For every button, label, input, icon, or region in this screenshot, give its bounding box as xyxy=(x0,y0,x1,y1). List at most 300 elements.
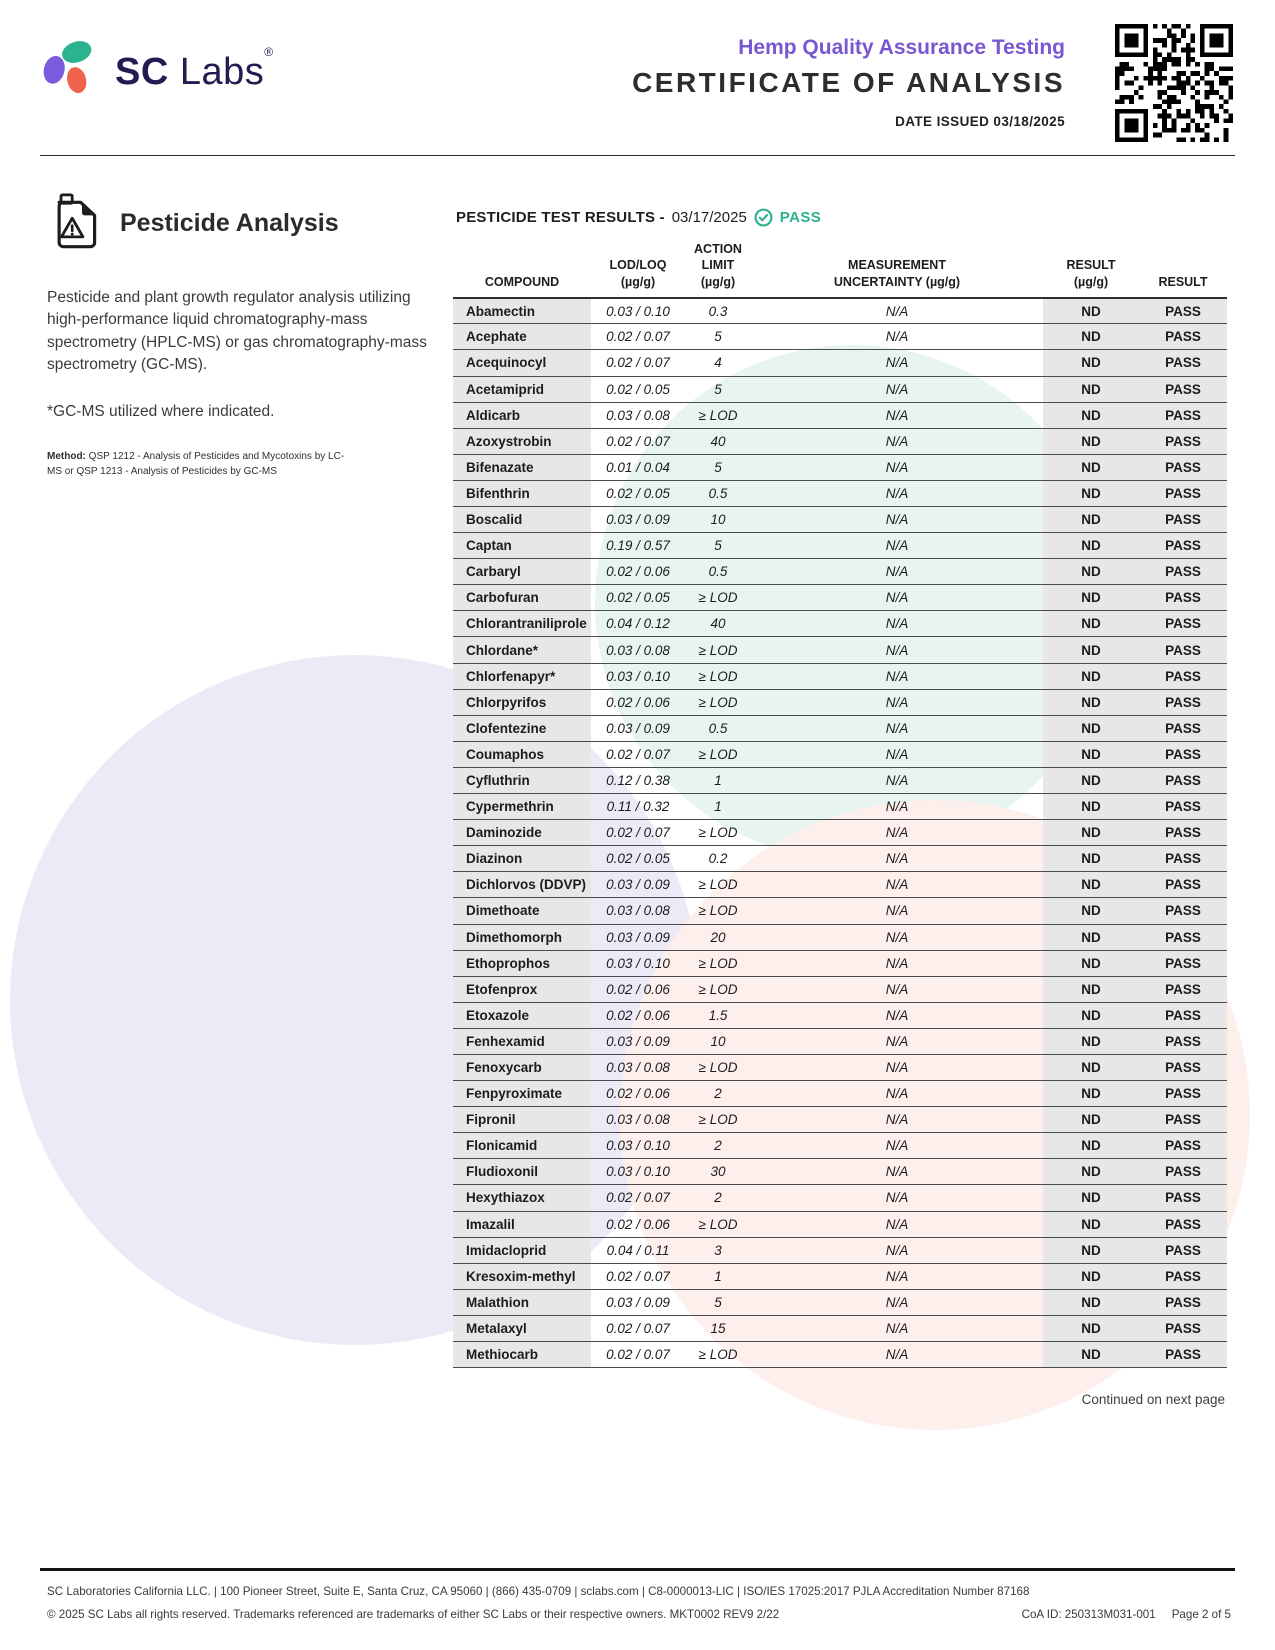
uncertainty-cell: N/A xyxy=(751,1054,1043,1080)
uncertainty-cell: N/A xyxy=(751,1342,1043,1368)
uncertainty-cell: N/A xyxy=(751,846,1043,872)
footer-lab-info: SC Laboratories California LLC. | 100 Pioneer Street, Suite E, Santa Cruz, CA 95060 | (866) 435-0709 | sclabs.com | C8-0000013-LIC | ISO/IES 17025:2017 PJLA Accreditation Number 87168 xyxy=(47,1585,1030,1598)
lod-loq-cell: 0.04 / 0.11 xyxy=(591,1237,685,1263)
action-limit-cell: 4 xyxy=(685,350,751,376)
action-limit-cell: 10 xyxy=(685,1028,751,1054)
lod-loq-cell: 0.01 / 0.04 xyxy=(591,454,685,480)
result-value-cell: ND xyxy=(1043,950,1139,976)
table-row xyxy=(453,507,1227,533)
compound-cell: Captan xyxy=(453,533,591,559)
lod-loq-cell: 0.11 / 0.32 xyxy=(591,794,685,820)
compound-cell: Azoxystrobin xyxy=(453,428,591,454)
action-limit-cell: 10 xyxy=(685,507,751,533)
table-row xyxy=(453,820,1227,846)
result-value-cell: ND xyxy=(1043,872,1139,898)
uncertainty-cell: N/A xyxy=(751,454,1043,480)
status-cell: PASS xyxy=(1139,402,1227,428)
status-cell: PASS xyxy=(1139,1237,1227,1263)
table-row xyxy=(453,715,1227,741)
action-limit-cell: 0.2 xyxy=(685,846,751,872)
compound-cell: Clofentezine xyxy=(453,715,591,741)
section-description: Pesticide and plant growth regulator analysis utilizing high-performance liquid chromatography-mass spectrometry (HPLC-MS) or gas chromatography-mass spectrometry (GC-MS). xyxy=(47,289,427,374)
uncertainty-cell: N/A xyxy=(751,428,1043,454)
action-limit-cell: ≥ LOD xyxy=(685,637,751,663)
status-cell: PASS xyxy=(1139,950,1227,976)
result-value-cell: ND xyxy=(1043,689,1139,715)
table-row xyxy=(453,428,1227,454)
result-value-cell: ND xyxy=(1043,611,1139,637)
uncertainty-cell: N/A xyxy=(751,715,1043,741)
result-value-cell: ND xyxy=(1043,1107,1139,1133)
table-row xyxy=(453,298,1227,324)
table-row xyxy=(453,1054,1227,1080)
table-row xyxy=(453,1028,1227,1054)
result-value-cell: ND xyxy=(1043,350,1139,376)
result-value-cell: ND xyxy=(1043,376,1139,402)
result-value-cell: ND xyxy=(1043,1081,1139,1107)
uncertainty-cell: N/A xyxy=(751,1159,1043,1185)
lod-loq-cell: 0.03 / 0.10 xyxy=(591,1133,685,1159)
table-row xyxy=(453,350,1227,376)
uncertainty-cell: N/A xyxy=(751,480,1043,506)
compound-cell: Dimethoate xyxy=(453,898,591,924)
uncertainty-cell: N/A xyxy=(751,1237,1043,1263)
status-cell: PASS xyxy=(1139,507,1227,533)
result-value-cell: ND xyxy=(1043,1159,1139,1185)
result-value-cell: ND xyxy=(1043,976,1139,1002)
status-cell: PASS xyxy=(1139,533,1227,559)
lod-loq-cell: 0.02 / 0.07 xyxy=(591,1315,685,1341)
action-limit-cell: ≥ LOD xyxy=(685,689,751,715)
gcms-note: *GC-MS utilized where indicated. xyxy=(47,402,275,420)
uncertainty-cell: N/A xyxy=(751,1028,1043,1054)
lod-loq-cell: 0.03 / 0.08 xyxy=(591,637,685,663)
lod-loq-cell: 0.02 / 0.05 xyxy=(591,480,685,506)
compound-cell: Acephate xyxy=(453,324,591,350)
uncertainty-cell: N/A xyxy=(751,820,1043,846)
uncertainty-cell: N/A xyxy=(751,872,1043,898)
compound-cell: Diazinon xyxy=(453,846,591,872)
brand-wordmark: SC Labs® xyxy=(115,45,274,93)
action-limit-cell: ≥ LOD xyxy=(685,1211,751,1237)
lod-loq-cell: 0.03 / 0.08 xyxy=(591,1054,685,1080)
action-limit-cell: ≥ LOD xyxy=(685,663,751,689)
lod-loq-cell: 0.03 / 0.08 xyxy=(591,1107,685,1133)
result-value-cell: ND xyxy=(1043,1263,1139,1289)
table-row xyxy=(453,1211,1227,1237)
uncertainty-cell: N/A xyxy=(751,611,1043,637)
status-cell: PASS xyxy=(1139,1342,1227,1368)
status-cell: PASS xyxy=(1139,428,1227,454)
lod-loq-cell: 0.03 / 0.08 xyxy=(591,898,685,924)
action-limit-cell: 2 xyxy=(685,1185,751,1211)
compound-cell: Chlorpyrifos xyxy=(453,689,591,715)
table-row xyxy=(453,950,1227,976)
result-value-cell: ND xyxy=(1043,402,1139,428)
action-limit-cell: ≥ LOD xyxy=(685,950,751,976)
table-header-row xyxy=(453,241,1227,298)
compound-cell: Fenoxycarb xyxy=(453,1054,591,1080)
uncertainty-cell: N/A xyxy=(751,1289,1043,1315)
compound-cell: Acetamiprid xyxy=(453,376,591,402)
table-row xyxy=(453,1263,1227,1289)
compound-cell: Cyfluthrin xyxy=(453,767,591,793)
lod-loq-cell: 0.02 / 0.06 xyxy=(591,559,685,585)
col-header-lodloq: LOD/LOQ (µg/g) xyxy=(591,241,685,298)
uncertainty-cell: N/A xyxy=(751,533,1043,559)
continued-note: Continued on next page xyxy=(1081,1392,1225,1408)
lod-loq-cell: 0.03 / 0.09 xyxy=(591,1028,685,1054)
action-limit-cell: ≥ LOD xyxy=(685,402,751,428)
uncertainty-cell: N/A xyxy=(751,376,1043,402)
uncertainty-cell: N/A xyxy=(751,689,1043,715)
table-row xyxy=(453,689,1227,715)
table-row xyxy=(453,794,1227,820)
lod-loq-cell: 0.12 / 0.38 xyxy=(591,767,685,793)
lod-loq-cell: 0.02 / 0.07 xyxy=(591,1185,685,1211)
status-cell: PASS xyxy=(1139,976,1227,1002)
result-value-cell: ND xyxy=(1043,1289,1139,1315)
action-limit-cell: 20 xyxy=(685,924,751,950)
table-row xyxy=(453,480,1227,506)
lod-loq-cell: 0.02 / 0.06 xyxy=(591,976,685,1002)
status-cell: PASS xyxy=(1139,898,1227,924)
uncertainty-cell: N/A xyxy=(751,559,1043,585)
table-row xyxy=(453,533,1227,559)
status-cell: PASS xyxy=(1139,794,1227,820)
pesticide-canister-icon xyxy=(47,190,103,257)
footer-divider xyxy=(40,1568,1235,1571)
action-limit-cell: 0.5 xyxy=(685,480,751,506)
compound-cell: Etoxazole xyxy=(453,1002,591,1028)
lod-loq-cell: 0.02 / 0.07 xyxy=(591,1263,685,1289)
status-cell: PASS xyxy=(1139,611,1227,637)
compound-cell: Boscalid xyxy=(453,507,591,533)
table-row xyxy=(453,1133,1227,1159)
compound-cell: Acequinocyl xyxy=(453,350,591,376)
status-cell: PASS xyxy=(1139,1289,1227,1315)
status-cell: PASS xyxy=(1139,1133,1227,1159)
status-cell: PASS xyxy=(1139,637,1227,663)
table-row xyxy=(453,846,1227,872)
status-cell: PASS xyxy=(1139,1211,1227,1237)
result-value-cell: ND xyxy=(1043,1342,1139,1368)
result-value-cell: ND xyxy=(1043,559,1139,585)
lod-loq-cell: 0.02 / 0.06 xyxy=(591,689,685,715)
action-limit-cell: 40 xyxy=(685,611,751,637)
table-row xyxy=(453,976,1227,1002)
uncertainty-cell: N/A xyxy=(751,924,1043,950)
action-limit-cell: 40 xyxy=(685,428,751,454)
action-limit-cell: ≥ LOD xyxy=(685,898,751,924)
result-value-cell: ND xyxy=(1043,663,1139,689)
uncertainty-cell: N/A xyxy=(751,1185,1043,1211)
table-row xyxy=(453,741,1227,767)
result-value-cell: ND xyxy=(1043,1002,1139,1028)
table-row xyxy=(453,585,1227,611)
coa-id: CoA ID: 250313M031-001 xyxy=(1021,1608,1156,1621)
section-title: Pesticide Analysis xyxy=(120,209,339,237)
lod-loq-cell: 0.03 / 0.10 xyxy=(591,663,685,689)
status-cell: PASS xyxy=(1139,1159,1227,1185)
result-value-cell: ND xyxy=(1043,533,1139,559)
uncertainty-cell: N/A xyxy=(751,976,1043,1002)
lod-loq-cell: 0.02 / 0.07 xyxy=(591,324,685,350)
compound-cell: Fenhexamid xyxy=(453,1028,591,1054)
table-row xyxy=(453,898,1227,924)
table-row xyxy=(453,1159,1227,1185)
action-limit-cell: 2 xyxy=(685,1133,751,1159)
table-row xyxy=(453,454,1227,480)
status-cell: PASS xyxy=(1139,1315,1227,1341)
result-value-cell: ND xyxy=(1043,480,1139,506)
table-row xyxy=(453,1002,1227,1028)
uncertainty-cell: N/A xyxy=(751,950,1043,976)
compound-cell: Kresoxim-methyl xyxy=(453,1263,591,1289)
result-value-cell: ND xyxy=(1043,846,1139,872)
result-value-cell: ND xyxy=(1043,924,1139,950)
lod-loq-cell: 0.02 / 0.05 xyxy=(591,585,685,611)
lod-loq-cell: 0.03 / 0.10 xyxy=(591,1159,685,1185)
compound-cell: Ethoprophos xyxy=(453,950,591,976)
uncertainty-cell: N/A xyxy=(751,350,1043,376)
compound-cell: Dimethomorph xyxy=(453,924,591,950)
status-cell: PASS xyxy=(1139,767,1227,793)
uncertainty-cell: N/A xyxy=(751,794,1043,820)
table-row xyxy=(453,1081,1227,1107)
status-cell: PASS xyxy=(1139,1081,1227,1107)
status-cell: PASS xyxy=(1139,1028,1227,1054)
result-value-cell: ND xyxy=(1043,741,1139,767)
uncertainty-cell: N/A xyxy=(751,298,1043,324)
action-limit-cell: 1.5 xyxy=(685,1002,751,1028)
uncertainty-cell: N/A xyxy=(751,767,1043,793)
compound-cell: Chlordane* xyxy=(453,637,591,663)
uncertainty-cell: N/A xyxy=(751,741,1043,767)
compound-cell: Fipronil xyxy=(453,1107,591,1133)
result-value-cell: ND xyxy=(1043,820,1139,846)
status-cell: PASS xyxy=(1139,741,1227,767)
result-value-cell: ND xyxy=(1043,898,1139,924)
compound-cell: Cypermethrin xyxy=(453,794,591,820)
action-limit-cell: ≥ LOD xyxy=(685,1342,751,1368)
action-limit-cell: 5 xyxy=(685,533,751,559)
compound-cell: Daminozide xyxy=(453,820,591,846)
lod-loq-cell: 0.02 / 0.05 xyxy=(591,846,685,872)
compound-cell: Malathion xyxy=(453,1289,591,1315)
lod-loq-cell: 0.03 / 0.09 xyxy=(591,507,685,533)
action-limit-cell: 2 xyxy=(685,1081,751,1107)
action-limit-cell: 5 xyxy=(685,1289,751,1315)
compound-cell: Hexythiazox xyxy=(453,1185,591,1211)
col-header-result: RESULT xyxy=(1139,241,1227,298)
table-row xyxy=(453,402,1227,428)
lod-loq-cell: 0.02 / 0.05 xyxy=(591,376,685,402)
compound-cell: Chlorantraniliprole xyxy=(453,611,591,637)
status-cell: PASS xyxy=(1139,454,1227,480)
action-limit-cell: ≥ LOD xyxy=(685,1107,751,1133)
action-limit-cell: 5 xyxy=(685,454,751,480)
action-limit-cell: ≥ LOD xyxy=(685,872,751,898)
date-issued: DATE ISSUED 03/18/2025 xyxy=(895,114,1065,129)
compound-cell: Chlorfenapyr* xyxy=(453,663,591,689)
table-row xyxy=(453,1107,1227,1133)
compound-cell: Abamectin xyxy=(453,298,591,324)
result-value-cell: ND xyxy=(1043,1237,1139,1263)
lod-loq-cell: 0.02 / 0.07 xyxy=(591,428,685,454)
result-value-cell: ND xyxy=(1043,454,1139,480)
lod-loq-cell: 0.02 / 0.07 xyxy=(591,350,685,376)
table-row xyxy=(453,1342,1227,1368)
pesticide-results-table xyxy=(453,241,1227,1368)
uncertainty-cell: N/A xyxy=(751,402,1043,428)
status-cell: PASS xyxy=(1139,1185,1227,1211)
status-cell: PASS xyxy=(1139,715,1227,741)
table-row xyxy=(453,872,1227,898)
action-limit-cell: ≥ LOD xyxy=(685,1054,751,1080)
page-number: Page 2 of 5 xyxy=(1171,1608,1231,1621)
table-row xyxy=(453,1315,1227,1341)
qr-code xyxy=(1115,24,1233,142)
action-limit-cell: 1 xyxy=(685,767,751,793)
uncertainty-cell: N/A xyxy=(751,1081,1043,1107)
status-cell: PASS xyxy=(1139,480,1227,506)
uncertainty-cell: N/A xyxy=(751,1107,1043,1133)
table-row xyxy=(453,324,1227,350)
results-title: PESTICIDE TEST RESULTS - xyxy=(456,209,665,226)
status-cell: PASS xyxy=(1139,585,1227,611)
sc-labs-logo xyxy=(42,38,274,101)
table-row xyxy=(453,1185,1227,1211)
uncertainty-cell: N/A xyxy=(751,663,1043,689)
lod-loq-cell: 0.03 / 0.09 xyxy=(591,924,685,950)
status-cell: PASS xyxy=(1139,663,1227,689)
uncertainty-cell: N/A xyxy=(751,1315,1043,1341)
uncertainty-cell: N/A xyxy=(751,1002,1043,1028)
footer-copyright: © 2025 SC Labs all rights reserved. Trademarks referenced are trademarks of either SC Labs or their respective owners. MKT0002 REV9 2/22 xyxy=(47,1608,780,1621)
table-row xyxy=(453,376,1227,402)
compound-cell: Carbofuran xyxy=(453,585,591,611)
result-value-cell: ND xyxy=(1043,1185,1139,1211)
lod-loq-cell: 0.04 / 0.12 xyxy=(591,611,685,637)
lod-loq-cell: 0.02 / 0.07 xyxy=(591,741,685,767)
lod-loq-cell: 0.03 / 0.09 xyxy=(591,715,685,741)
result-value-cell: ND xyxy=(1043,585,1139,611)
compound-cell: Coumaphos xyxy=(453,741,591,767)
action-limit-cell: 0.5 xyxy=(685,715,751,741)
compound-cell: Carbaryl xyxy=(453,559,591,585)
lod-loq-cell: 0.02 / 0.06 xyxy=(591,1081,685,1107)
result-value-cell: ND xyxy=(1043,1315,1139,1341)
compound-cell: Aldicarb xyxy=(453,402,591,428)
action-limit-cell: 1 xyxy=(685,794,751,820)
status-cell: PASS xyxy=(1139,872,1227,898)
result-value-cell: ND xyxy=(1043,1133,1139,1159)
status-cell: PASS xyxy=(1139,1054,1227,1080)
uncertainty-cell: N/A xyxy=(751,1211,1043,1237)
compound-cell: Fludioxonil xyxy=(453,1159,591,1185)
status-cell: PASS xyxy=(1139,298,1227,324)
status-cell: PASS xyxy=(1139,924,1227,950)
status-cell: PASS xyxy=(1139,846,1227,872)
result-value-cell: ND xyxy=(1043,298,1139,324)
action-limit-cell: 3 xyxy=(685,1237,751,1263)
status-cell: PASS xyxy=(1139,376,1227,402)
result-value-cell: ND xyxy=(1043,507,1139,533)
compound-cell: Methiocarb xyxy=(453,1342,591,1368)
status-cell: PASS xyxy=(1139,689,1227,715)
action-limit-cell: 30 xyxy=(685,1159,751,1185)
table-row xyxy=(453,611,1227,637)
action-limit-cell: ≥ LOD xyxy=(685,820,751,846)
action-limit-cell: 0.3 xyxy=(685,298,751,324)
col-header-compound: COMPOUND xyxy=(453,241,591,298)
compound-cell: Dichlorvos (DDVP) xyxy=(453,872,591,898)
action-limit-cell: ≥ LOD xyxy=(685,741,751,767)
lod-loq-cell: 0.03 / 0.10 xyxy=(591,298,685,324)
action-limit-cell: 5 xyxy=(685,324,751,350)
status-cell: PASS xyxy=(1139,1002,1227,1028)
method-note: Method: QSP 1212 - Analysis of Pesticides and Mycotoxins by LC-MS or QSP 1213 - Analysis of Pesticides by GC-MS xyxy=(47,450,345,478)
status-cell: PASS xyxy=(1139,324,1227,350)
registered-mark: ® xyxy=(264,45,274,59)
table-row xyxy=(453,663,1227,689)
compound-cell: Bifenthrin xyxy=(453,480,591,506)
compound-cell: Bifenazate xyxy=(453,454,591,480)
table-row xyxy=(453,559,1227,585)
result-value-cell: ND xyxy=(1043,715,1139,741)
result-value-cell: ND xyxy=(1043,324,1139,350)
lod-loq-cell: 0.03 / 0.08 xyxy=(591,402,685,428)
lod-loq-cell: 0.19 / 0.57 xyxy=(591,533,685,559)
table-row xyxy=(453,924,1227,950)
compound-cell: Fenpyroximate xyxy=(453,1081,591,1107)
action-limit-cell: 5 xyxy=(685,376,751,402)
results-date: 03/17/2025 xyxy=(671,209,747,226)
compound-cell: Metalaxyl xyxy=(453,1315,591,1341)
col-header-action-limit: ACTION LIMIT (µg/g) xyxy=(685,241,751,298)
action-limit-cell: 1 xyxy=(685,1263,751,1289)
uncertainty-cell: N/A xyxy=(751,507,1043,533)
col-header-uncertainty: MEASUREMENT UNCERTAINTY (µg/g) xyxy=(751,241,1043,298)
lod-loq-cell: 0.02 / 0.07 xyxy=(591,1342,685,1368)
uncertainty-cell: N/A xyxy=(751,1133,1043,1159)
page-title: CERTIFICATE OF ANALYSIS xyxy=(632,67,1065,98)
compound-cell: Flonicamid xyxy=(453,1133,591,1159)
result-value-cell: ND xyxy=(1043,1028,1139,1054)
lod-loq-cell: 0.03 / 0.09 xyxy=(591,872,685,898)
status-cell: PASS xyxy=(1139,820,1227,846)
table-row xyxy=(453,767,1227,793)
table-row xyxy=(453,637,1227,663)
pass-check-icon xyxy=(754,208,773,227)
action-limit-cell: ≥ LOD xyxy=(685,585,751,611)
lod-loq-cell: 0.03 / 0.10 xyxy=(591,950,685,976)
action-limit-cell: ≥ LOD xyxy=(685,976,751,1002)
results-table-body xyxy=(453,298,1227,1368)
compound-cell: Imazalil xyxy=(453,1211,591,1237)
action-limit-cell: 15 xyxy=(685,1315,751,1341)
uncertainty-cell: N/A xyxy=(751,585,1043,611)
compound-cell: Imidacloprid xyxy=(453,1237,591,1263)
overall-status-badge: PASS xyxy=(779,209,822,226)
header-divider xyxy=(40,155,1235,156)
uncertainty-cell: N/A xyxy=(751,1263,1043,1289)
action-limit-cell: 0.5 xyxy=(685,559,751,585)
status-cell: PASS xyxy=(1139,1107,1227,1133)
result-value-cell: ND xyxy=(1043,767,1139,793)
result-value-cell: ND xyxy=(1043,1054,1139,1080)
